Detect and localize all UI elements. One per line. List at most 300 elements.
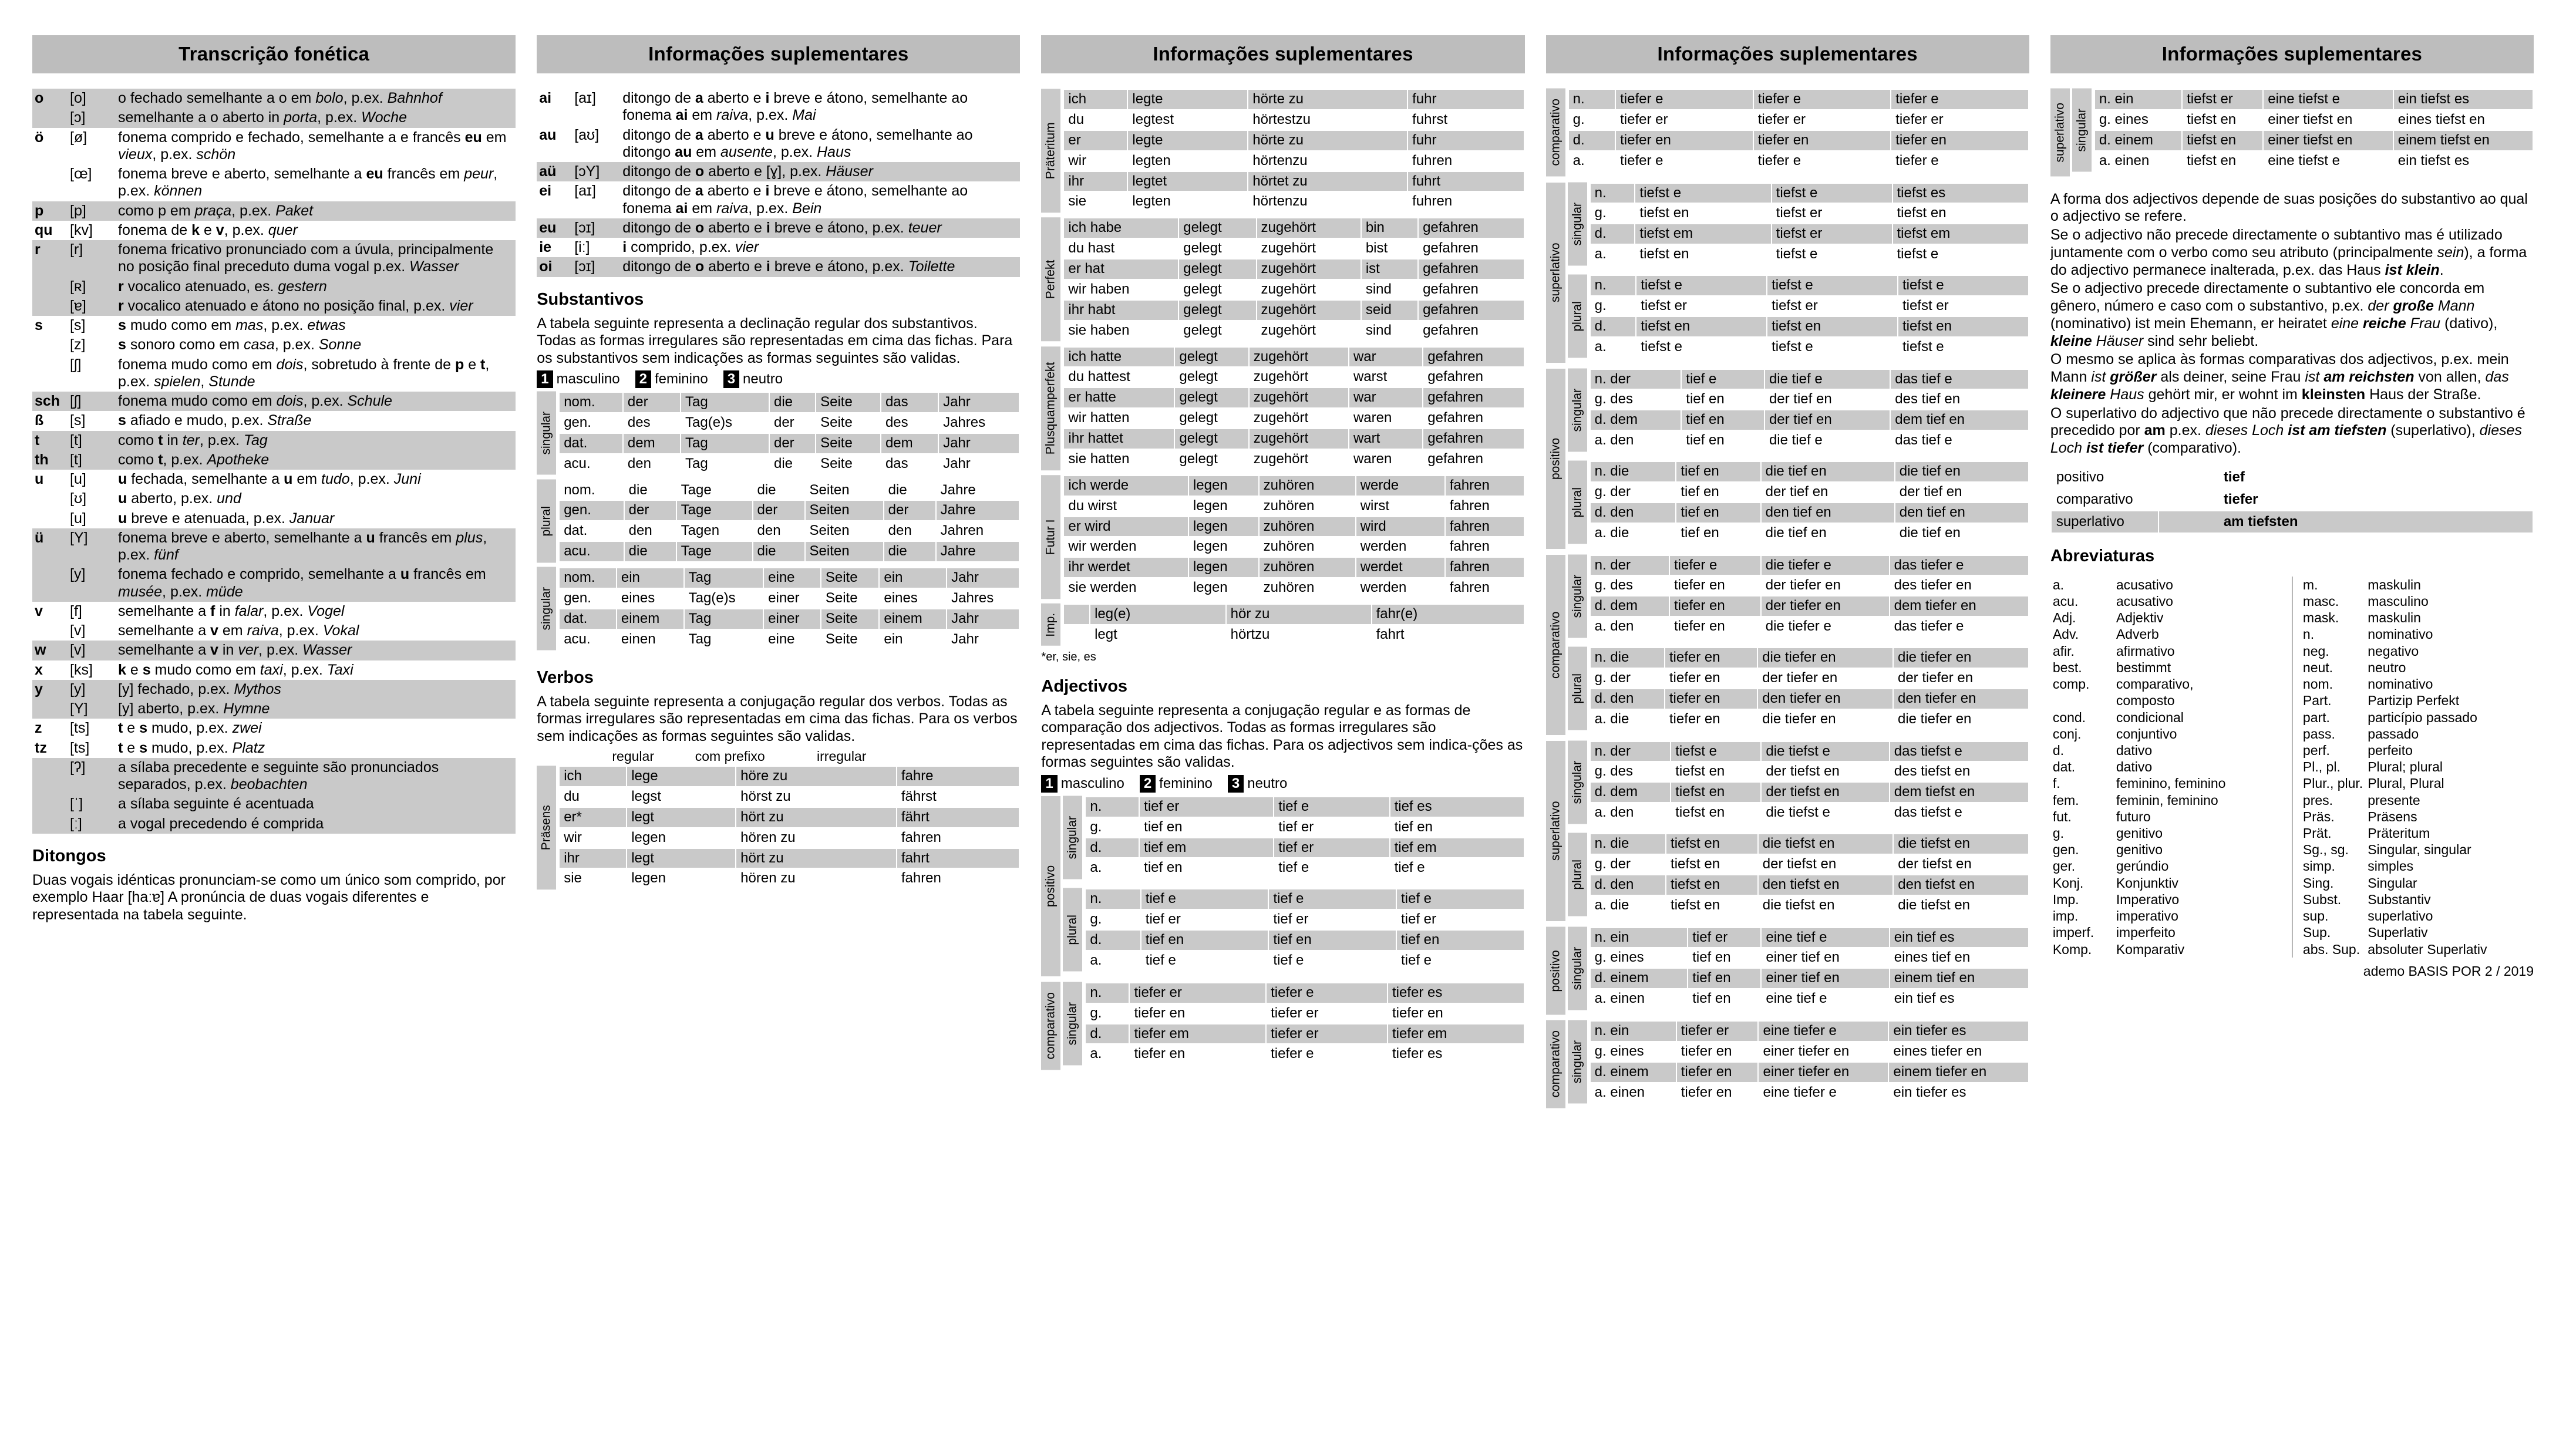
table-cell: tiefst e [1636, 276, 1766, 295]
table-row [560, 609, 1019, 629]
table-cell: tiefer em [1130, 1024, 1265, 1044]
table-cell: fahren [1446, 517, 1524, 537]
table-cell: zugehört [1250, 368, 1348, 387]
table-cell: der tiefer en [1758, 669, 1892, 688]
table-cell: a. die [1591, 524, 1676, 543]
table-cell: d. den [1591, 689, 1664, 709]
row-group-label: Imp. [1041, 604, 1060, 646]
table-cell: war [1349, 348, 1422, 367]
table-row [1591, 462, 2028, 481]
table-cell: a. einen [2095, 151, 2181, 171]
table-cell: tiefst er [1767, 296, 1897, 316]
table-cell: die tief en [1895, 462, 2028, 481]
table-cell: g. [1569, 110, 1615, 130]
degree-label: comparativo [1546, 1020, 1565, 1108]
adjective-declension-block [1063, 796, 1524, 879]
phonetic-symbol: [ks] [68, 660, 116, 680]
table-cell: eine [764, 630, 820, 649]
abbreviation-key: Part. [2302, 693, 2332, 709]
declension-table [1590, 369, 2029, 452]
table-cell: tief er [1140, 797, 1273, 817]
degree-tables [1568, 89, 2029, 177]
adjective-degree-group [1546, 741, 2029, 921]
abbreviation-value: futuro [2116, 808, 2151, 824]
phonetic-letter: aü [537, 162, 572, 181]
phonetic-letter [32, 296, 68, 316]
table-cell: acu. [560, 630, 616, 649]
table-cell: d. [1086, 1024, 1129, 1044]
phonetic-row [32, 660, 516, 680]
table-row [1569, 131, 2028, 150]
abbreviation-row [2301, 775, 2534, 791]
table-cell: tief e [1682, 370, 1764, 389]
abbreviation-value: Konjunktiv [2116, 875, 2178, 891]
ditongos-title: Ditongos [32, 846, 106, 865]
degree-label: superlativo [2050, 89, 2070, 177]
table-cell: legen [1189, 558, 1258, 577]
table-cell: tiefer en [1130, 1044, 1265, 1064]
abbreviation-value: comparativo, [2116, 676, 2194, 692]
declension-table [1085, 888, 1524, 972]
phonetic-letter: p [32, 201, 68, 221]
table-cell: legen [627, 869, 735, 888]
table-row [1591, 296, 2028, 316]
adjective-declension-block [1568, 275, 2029, 358]
phonetic-row [32, 528, 516, 565]
table-cell: Seite [821, 589, 879, 608]
adjective-declension-block [1568, 647, 2029, 730]
table-cell: der tief en [1762, 483, 1894, 502]
phonetic-letter: t [32, 431, 68, 450]
table-row [560, 589, 1019, 608]
table-cell: tief en [1682, 431, 1764, 450]
table-cell: zugehört [1250, 429, 1348, 449]
table-row [1064, 110, 1523, 130]
phonetic-description: [y] fechado, p.ex. Mythos [116, 680, 516, 699]
phonetic-description: a sílaba precedente e seguinte são pronunciados separados, p.ex. beobachten [116, 758, 516, 795]
abbreviation-key: masc. [2302, 593, 2339, 609]
phonetic-symbol: [ɔY] [572, 162, 620, 181]
table-row [1064, 192, 1523, 211]
table-cell: Seiten [806, 542, 883, 561]
table-cell: g. [1086, 910, 1140, 929]
abbreviation-row [2050, 577, 2284, 593]
abbreviation-value: feminino, feminino [2116, 776, 2226, 791]
table-row [1086, 951, 1523, 970]
phonetic-description: u aberto, p.ex. und [116, 489, 516, 508]
table-row [1086, 1044, 1523, 1064]
table-row [1591, 989, 2028, 1009]
abbreviation-key: Präs. [2302, 808, 2335, 824]
abbreviation-row [2050, 759, 2284, 775]
table-cell: das tiefst e [1890, 803, 2028, 823]
adjective-declension-block [1568, 833, 2029, 916]
table-cell: n. die [1591, 834, 1665, 854]
column-5-title: Informações suplementares [2050, 35, 2534, 73]
abbreviation-key: Prät. [2302, 825, 2332, 841]
table-cell: tief er [1141, 910, 1268, 929]
table-cell: warst [1349, 368, 1422, 387]
table-cell: hörte zu [1248, 90, 1407, 109]
degree-row [2052, 489, 2533, 510]
phonetic-letter [32, 565, 68, 602]
abbreviation-value: Imperativo [2116, 891, 2180, 907]
degree-value: am tiefsten [2159, 511, 2533, 532]
column-supplementary-3 [1546, 35, 2029, 1438]
verb-tense-block [1041, 346, 1524, 470]
abbreviation-value: Plural; plural [2368, 759, 2443, 775]
table-row [1591, 276, 2028, 295]
abbreviation-key: g. [2052, 825, 2064, 841]
table-cell: tief en [1688, 969, 1760, 988]
abbreviation-value: Superlativ [2368, 925, 2428, 941]
table-cell: nom. [560, 393, 622, 412]
table-cell: wir hatten [1064, 409, 1174, 428]
table-cell: Jahre [937, 501, 1019, 520]
table-cell: a. die [1591, 896, 1665, 915]
table-cell: d. dem [1591, 410, 1681, 430]
adjective-declension-block [1568, 461, 2029, 544]
table-cell: tief er [1269, 910, 1396, 929]
ditongos-text: Duas vogais idénticas pronunciam-se como um único som comprido, por exemplo Haar [haːɐ] A pronúncia de duas vogais diferentes e representada na tabela seguinte. [32, 871, 506, 923]
phonetic-letter: ü [32, 528, 68, 565]
row-group-label: Futur I [1041, 475, 1060, 599]
phonetic-symbol: [ʃ] [68, 392, 116, 411]
adjective-declension-block [1063, 888, 1524, 972]
paragraph: O mesmo se aplica às formas comparativas dos adjectivos, p.ex. mein Mann ist größer als deiner, seine Frau ist am reichsten von allen, das kleinere Haus gehört mir, er wohnt im kleinsten Haus der Straße. [2050, 351, 2509, 403]
table-cell: tiefst e [1898, 338, 2028, 357]
table-cell: werden [1356, 537, 1444, 557]
column-phonetics [32, 35, 516, 1438]
phonetic-description: k e s mudo como em taxi, p.ex. Taxi [116, 660, 516, 680]
phonetic-row [32, 680, 516, 699]
table-cell: bin [1362, 218, 1417, 238]
table-cell: tief e [1274, 858, 1389, 878]
table-cell: der [770, 413, 815, 433]
table-cell: fahren [1446, 537, 1524, 557]
table-row [1086, 818, 1523, 837]
abbreviation-key: gen. [2052, 842, 2079, 858]
table-row [1064, 280, 1523, 299]
abbreviation-key: Adv. [2052, 626, 2079, 642]
table-cell: tiefst e [1767, 338, 1897, 357]
table-cell: das tiefst e [1890, 742, 2028, 761]
degree-label: positivo [1546, 927, 1565, 1015]
column-supplementary-1 [537, 35, 1020, 1438]
table-cell: tiefer er [1891, 110, 2028, 130]
table-cell: legten [1128, 192, 1247, 211]
diphthongs-table [537, 89, 1020, 277]
table-cell: zugehört [1250, 450, 1348, 469]
table-cell: die tiefer en [1758, 710, 1892, 729]
table-cell: der [624, 393, 680, 412]
table-cell: legen [1189, 497, 1258, 516]
table-cell: fahr(e) [1372, 605, 1524, 624]
table-row [1591, 576, 2028, 595]
table-cell: sie [560, 869, 626, 888]
table-cell: g. des [1591, 762, 1671, 781]
gender-number: 3 [1228, 775, 1244, 793]
adjective-declension-block [1063, 982, 1524, 1066]
declension-table [1590, 555, 2029, 638]
table-cell: einem tiefst en [2394, 131, 2533, 150]
table-cell: Tage [677, 501, 752, 520]
gender-label: masculino [556, 371, 620, 387]
abbreviation-key: best. [2052, 659, 2082, 675]
phonetic-description: ditongo de o aberto e i breve e átono, p.ex. teuer [620, 218, 1020, 238]
declension-table [1085, 982, 1524, 1066]
table-cell: eine [764, 568, 820, 588]
phonetic-row [537, 89, 1020, 126]
table-row [1591, 896, 2028, 915]
table-cell: tiefer en [1670, 596, 1760, 616]
table-cell: sie hatten [1064, 450, 1174, 469]
phonetic-description: semelhante a o aberto in porta, p.ex. Woche [116, 108, 516, 127]
declension-table [1590, 183, 2029, 266]
table-cell: das tiefer e [1890, 617, 2028, 636]
phonetic-letter [32, 699, 68, 719]
table-cell: legen [1189, 517, 1258, 537]
abbreviation-row [2301, 676, 2534, 692]
phonetic-symbol: [t] [68, 431, 116, 450]
table-cell: einer [764, 609, 820, 629]
table-cell: tiefer en [1677, 1042, 1758, 1061]
abbreviation-key: imp. [2052, 908, 2079, 924]
table-cell: fahre [897, 767, 1019, 786]
row-group-label: singular [1568, 369, 1587, 452]
table-cell: gefahren [1423, 429, 1523, 449]
phonetic-letter [32, 509, 68, 528]
table-cell: tief e [1397, 951, 1524, 970]
table-cell: legt [627, 849, 735, 868]
table-cell: du hattest [1064, 368, 1174, 387]
table-cell: tiefer er [1754, 110, 1891, 130]
table-cell: der [625, 501, 676, 520]
row-group-label: singular [2072, 89, 2092, 172]
table-row [1591, 596, 2028, 616]
table-cell: ihr [560, 849, 626, 868]
table-cell: nom. [560, 568, 616, 588]
table-cell: d. dem [1591, 783, 1671, 802]
table-cell: hörtestzu [1248, 110, 1407, 130]
table-cell: sie [1064, 192, 1127, 211]
paragraph: A forma dos adjectivos depende de suas posições do substantivo ao qual o adjectivo se refere. [2050, 190, 2528, 225]
table-cell: tiefer en [1665, 710, 1757, 729]
table-cell: n. [1086, 889, 1140, 909]
table-row [1591, 431, 2028, 450]
table-cell: eines [880, 589, 946, 608]
table-cell: Tag [685, 568, 763, 588]
table-cell: gefahren [1423, 409, 1523, 428]
degree-label: superlativo [1546, 741, 1565, 921]
table-cell: tiefst er [2183, 90, 2262, 109]
abbreviation-value: Singular, singular [2368, 842, 2471, 858]
abbreviation-row [2050, 742, 2284, 759]
adjective-degree-group [1546, 369, 2029, 549]
abbreviation-row [2050, 676, 2284, 692]
table-row [1591, 834, 2028, 854]
table-cell: tiefer en [1388, 1004, 1524, 1023]
substantivos-title: Substantivos [537, 289, 644, 309]
gender-number: 1 [1041, 775, 1057, 793]
table-row [1569, 110, 2028, 130]
table-row [1591, 1063, 2028, 1082]
abbreviation-key [2050, 692, 2114, 709]
table-cell: tiefer e [1891, 90, 2028, 109]
abbreviation-key: fem. [2052, 792, 2079, 808]
table-cell: tief e [1274, 797, 1389, 817]
table-cell: hörtzu [1227, 625, 1371, 645]
degree-value: tiefer [2159, 489, 2533, 510]
table-cell: eines tief en [1890, 948, 2028, 968]
table-cell: einem [880, 609, 946, 629]
table-cell: fahren [1446, 497, 1524, 516]
table-cell: hörtenzu [1248, 151, 1407, 171]
abbreviation-value: dativo [2116, 759, 2153, 775]
phonetic-row [537, 126, 1020, 163]
table-row [560, 568, 1019, 588]
table-row [1591, 410, 2028, 430]
abbreviation-value: genitivo [2116, 842, 2163, 858]
phonetic-row [537, 162, 1020, 181]
phonetic-description: a sílaba seguinte é acentuada [116, 794, 516, 814]
table-row [560, 849, 1019, 868]
abbreviation-key: pres. [2302, 792, 2333, 808]
table-row [560, 808, 1019, 827]
abbreviation-value: acusativo [2116, 593, 2173, 609]
row-group-label: plural [1568, 833, 1587, 916]
abbreviation-row [2050, 792, 2284, 808]
table-cell: die tiefer e [1762, 556, 1889, 575]
phonetic-letter: th [32, 450, 68, 470]
abbreviation-row [2050, 643, 2284, 659]
row-group-label: singular [1568, 1020, 1587, 1104]
table-cell: gefahren [1423, 388, 1523, 407]
table-cell: fahrt [897, 849, 1019, 868]
table-row [1591, 783, 2028, 802]
phonetic-row [32, 296, 516, 316]
table-cell: einer tief en [1762, 948, 1888, 968]
table-cell: nom. [560, 481, 623, 500]
table-cell: gelegt [1175, 429, 1248, 449]
table-cell: Seite [816, 434, 880, 453]
table-cell: den tiefer en [1894, 689, 2028, 709]
abbreviation-row [2301, 593, 2534, 609]
phonetic-symbol: [kv] [68, 221, 116, 240]
table-cell: er [1064, 131, 1127, 150]
degree-tables [1568, 1020, 2029, 1108]
table-cell: hören zu [736, 869, 896, 888]
table-row [1591, 928, 2028, 948]
column-3-title: Informações suplementares [1041, 35, 1524, 73]
table-cell: die tiefer en [1894, 710, 2028, 729]
phonetic-letter: x [32, 660, 68, 680]
declension-table [1590, 1020, 2029, 1104]
phonetic-symbol: [ʔ] [68, 758, 116, 795]
table-cell: tiefer e [1616, 90, 1753, 109]
abbreviation-key: neut. [2302, 659, 2333, 675]
verb-conjugation-block [537, 766, 1020, 889]
abbreviation-row [2050, 808, 2284, 825]
table-cell: des [624, 413, 680, 433]
table-cell: Tag(e)s [681, 413, 769, 433]
table-cell: fahren [1446, 476, 1524, 496]
table-cell: tiefer e [1267, 983, 1387, 1003]
table-cell: acu. [560, 542, 623, 561]
abbreviation-row [2050, 924, 2284, 941]
gender-label: masculino [1060, 775, 1124, 791]
table-row [1064, 605, 1523, 624]
table-row [1591, 669, 2028, 688]
table-row [1086, 910, 1523, 929]
gender-label: feminino [654, 371, 708, 387]
table-row [1591, 1042, 2028, 1061]
adjective-declension-block [1568, 89, 2029, 172]
abbreviation-key: Plur., plur. [2302, 776, 2363, 791]
abbreviation-key: neg. [2302, 643, 2329, 659]
table-row [560, 787, 1019, 807]
table-cell: Seite [821, 609, 879, 629]
phonetic-symbol: [ø] [68, 128, 116, 165]
table-cell: waren [1349, 409, 1422, 428]
abbreviation-key: Sup. [2302, 925, 2331, 941]
abbreviation-row [2301, 808, 2534, 825]
adjective-declension-block [1568, 741, 2029, 824]
phonetic-row [32, 128, 516, 165]
table-cell: tiefst en [2183, 110, 2262, 130]
table-cell: wir [560, 828, 626, 848]
table-cell: bist [1362, 239, 1417, 258]
declension-table [1590, 927, 2029, 1010]
abbreviation-value: neutro [2368, 659, 2406, 675]
degree-label: positivo [1041, 796, 1060, 976]
table-cell: tief e [1390, 858, 1524, 878]
abbreviation-value: Partizip Perfekt [2368, 693, 2460, 709]
adjectivos-text: A tabela seguinte representa a conjugação regular e as formas de comparação dos adjectivos. Todas as formas irregulares são representadas em cima das fichas. Para os adjectivos sem indica-ções as formas seguintes são validas. [1041, 702, 1523, 771]
phonetic-symbol: [ɐ] [68, 296, 116, 316]
table-cell: gelegt [1175, 388, 1248, 407]
table-row [2095, 151, 2533, 171]
degree-tables [1568, 741, 2029, 921]
table-cell: fahren [1446, 558, 1524, 577]
gender-number: 1 [537, 370, 553, 388]
table-cell: einem tief en [1890, 969, 2028, 988]
abbreviation-key: Subst. [2302, 891, 2342, 907]
table-cell: hört zu [736, 808, 896, 827]
table-cell: die [884, 481, 935, 500]
abbreviation-key: Konj. [2052, 875, 2084, 891]
phonetic-description: semelhante a v in ver, p.ex. Wasser [116, 641, 516, 660]
table-cell [1064, 605, 1089, 624]
phonetic-description: como t, p.ex. Apotheke [116, 450, 516, 470]
table-cell: g. des [1591, 390, 1681, 409]
table-cell: d. [1569, 131, 1615, 150]
declension-table [1590, 275, 2029, 358]
table-cell: einer tiefst en [2264, 110, 2393, 130]
verb-column-header: com prefixo [695, 749, 765, 764]
table-cell: war [1349, 388, 1422, 407]
table-row [1086, 858, 1523, 878]
abbreviation-value: condicional [2116, 709, 2184, 725]
abbreviation-key: imperf. [2052, 925, 2094, 941]
degree-label: positivo [1546, 369, 1565, 549]
table-cell: Jahr [939, 393, 1019, 412]
table-cell: hören zu [736, 828, 896, 848]
table-cell: a. [1086, 951, 1140, 970]
declension-table [1063, 217, 1524, 341]
abbreviation-key: part. [2302, 709, 2330, 725]
table-cell: tiefer er [1267, 1004, 1387, 1023]
